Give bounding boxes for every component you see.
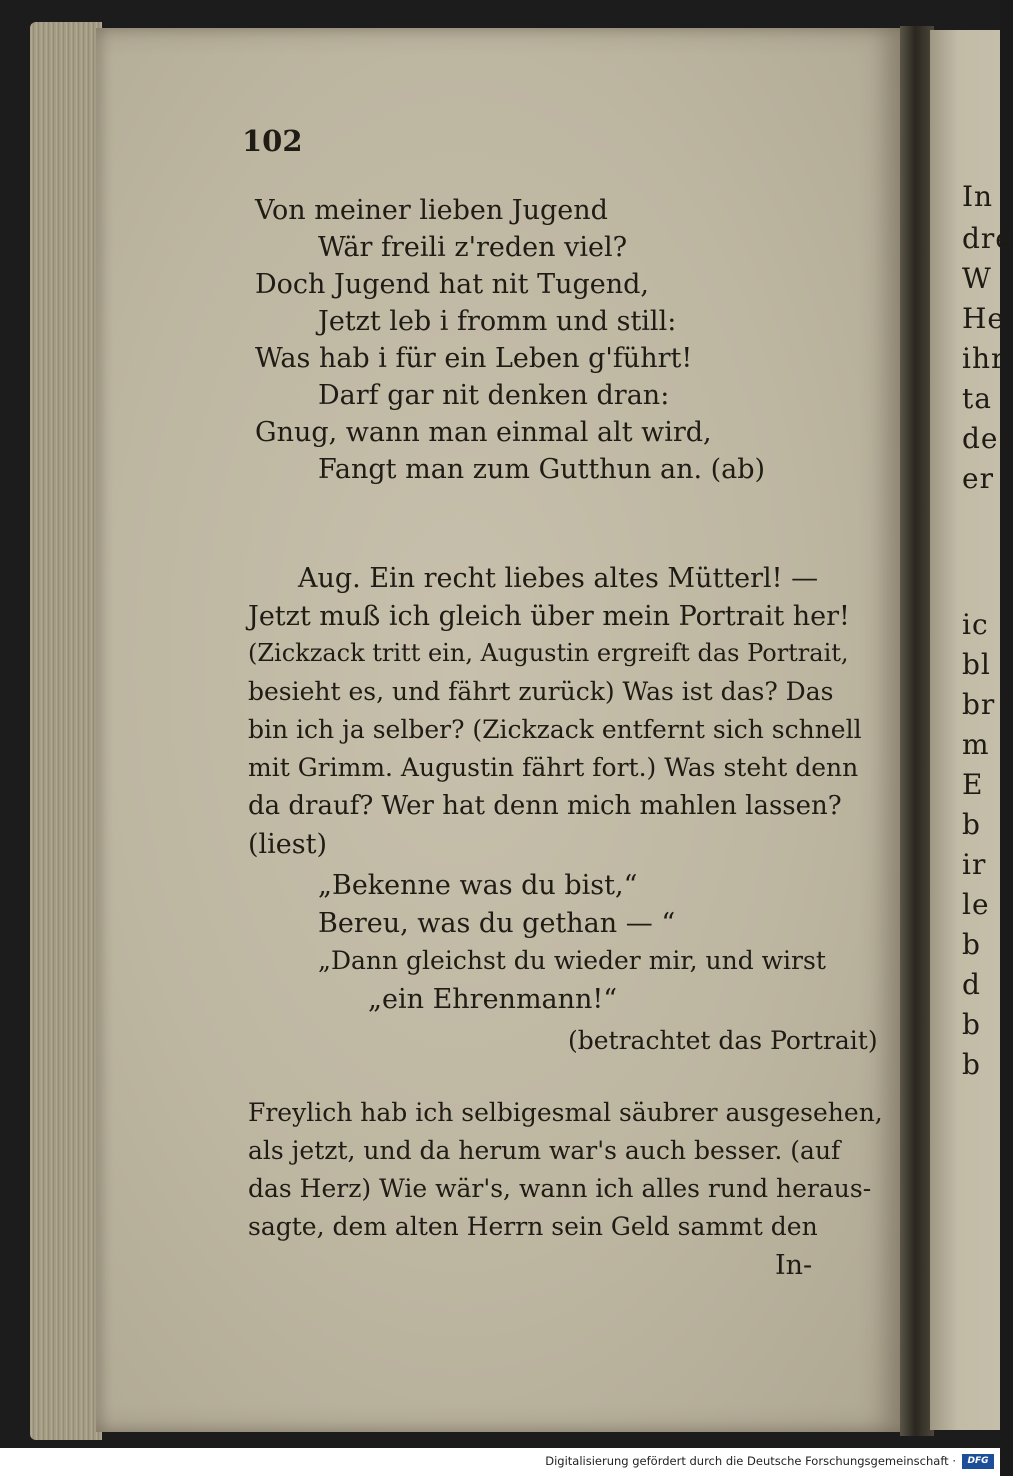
- next-page-line: W: [962, 262, 992, 295]
- next-page-line: de: [962, 422, 999, 455]
- next-page-line: br: [962, 688, 996, 721]
- next-page-line: ihr: [962, 342, 1006, 375]
- next-page-line: ic: [962, 608, 989, 641]
- next-page-line: He: [962, 302, 1005, 335]
- prose-line: mit Grimm. Augustin fährt fort.) Was steht denn: [248, 753, 859, 782]
- next-page-line: b: [962, 1048, 981, 1081]
- next-page-line: le: [962, 888, 990, 921]
- next-page-line: dre: [962, 222, 1013, 255]
- quote-line: „Dann gleichst du wieder mir, und wirst: [318, 946, 826, 975]
- next-page-line: bl: [962, 648, 991, 681]
- next-page-line: b: [962, 928, 981, 961]
- quote-line: Bereu, was du gethan — “: [318, 908, 676, 939]
- catchword: In-: [775, 1250, 813, 1281]
- next-page-line: b: [962, 808, 981, 841]
- prose-line: (Zickzack tritt ein, Augustin ergreift das Portrait,: [248, 639, 849, 667]
- next-page-line: In: [962, 180, 994, 213]
- next-page-fragment: [930, 30, 1013, 1430]
- verse-line: Doch Jugend hat nit Tugend,: [255, 269, 650, 300]
- prose-line: Freylich hab ich selbigesmal säubrer ausgesehen,: [248, 1098, 883, 1127]
- verse-line: Von meiner lieben Jugend: [255, 195, 608, 226]
- prose-line: bin ich ja selber? (Zickzack entfernt sich schnell: [248, 715, 862, 744]
- next-page-line: E: [962, 768, 984, 801]
- prose-line: das Herz) Wie wär's, wann ich alles rund heraus-: [248, 1174, 872, 1203]
- next-page-line: m: [962, 728, 990, 761]
- prose-line: Jetzt muß ich gleich über mein Portrait her!: [248, 601, 850, 632]
- page-number: 102: [242, 124, 303, 158]
- verse-line: Wär freili z'reden viel?: [318, 232, 628, 263]
- verse-line: Fangt man zum Gutthun an. (ab): [318, 454, 766, 485]
- footer-credit: Digitalisierung gefördert durch die Deutsche Forschungsgemeinschaft ·: [545, 1454, 956, 1468]
- next-page-line: b: [962, 1008, 981, 1041]
- prose-line: (liest): [248, 829, 328, 860]
- book-page-edges: [30, 22, 102, 1440]
- next-page-line: ir: [962, 848, 987, 881]
- verse-line: Darf gar nit denken dran:: [318, 380, 670, 411]
- next-page-line: ta: [962, 382, 992, 415]
- quote-line: „Bekenne was du bist,“: [318, 870, 638, 901]
- quote-line: „ein Ehrenmann!“: [368, 984, 618, 1015]
- verse-line: Was hab i für ein Leben g'führt!: [255, 343, 693, 374]
- book-gutter: [900, 26, 934, 1436]
- prose-line: als jetzt, und da herum war's auch besser. (auf: [248, 1136, 841, 1165]
- verse-line: Jetzt leb i fromm und still:: [318, 306, 677, 337]
- stage-direction: (betrachtet das Portrait): [568, 1026, 878, 1055]
- prose-line: Aug. Ein recht liebes altes Mütterl! —: [298, 563, 819, 594]
- prose-line: sagte, dem alten Herrn sein Geld sammt den: [248, 1212, 818, 1241]
- footer-bar: [0, 1448, 1000, 1476]
- next-page-line: d: [962, 968, 981, 1001]
- prose-line: da drauf? Wer hat denn mich mahlen lassen?: [248, 791, 842, 821]
- next-page-line: er: [962, 462, 994, 495]
- prose-line: besieht es, und fährt zurück) Was ist das? Das: [248, 677, 834, 706]
- verse-line: Gnug, wann man einmal alt wird,: [255, 417, 712, 448]
- dfg-logo-icon: DFG: [962, 1454, 994, 1469]
